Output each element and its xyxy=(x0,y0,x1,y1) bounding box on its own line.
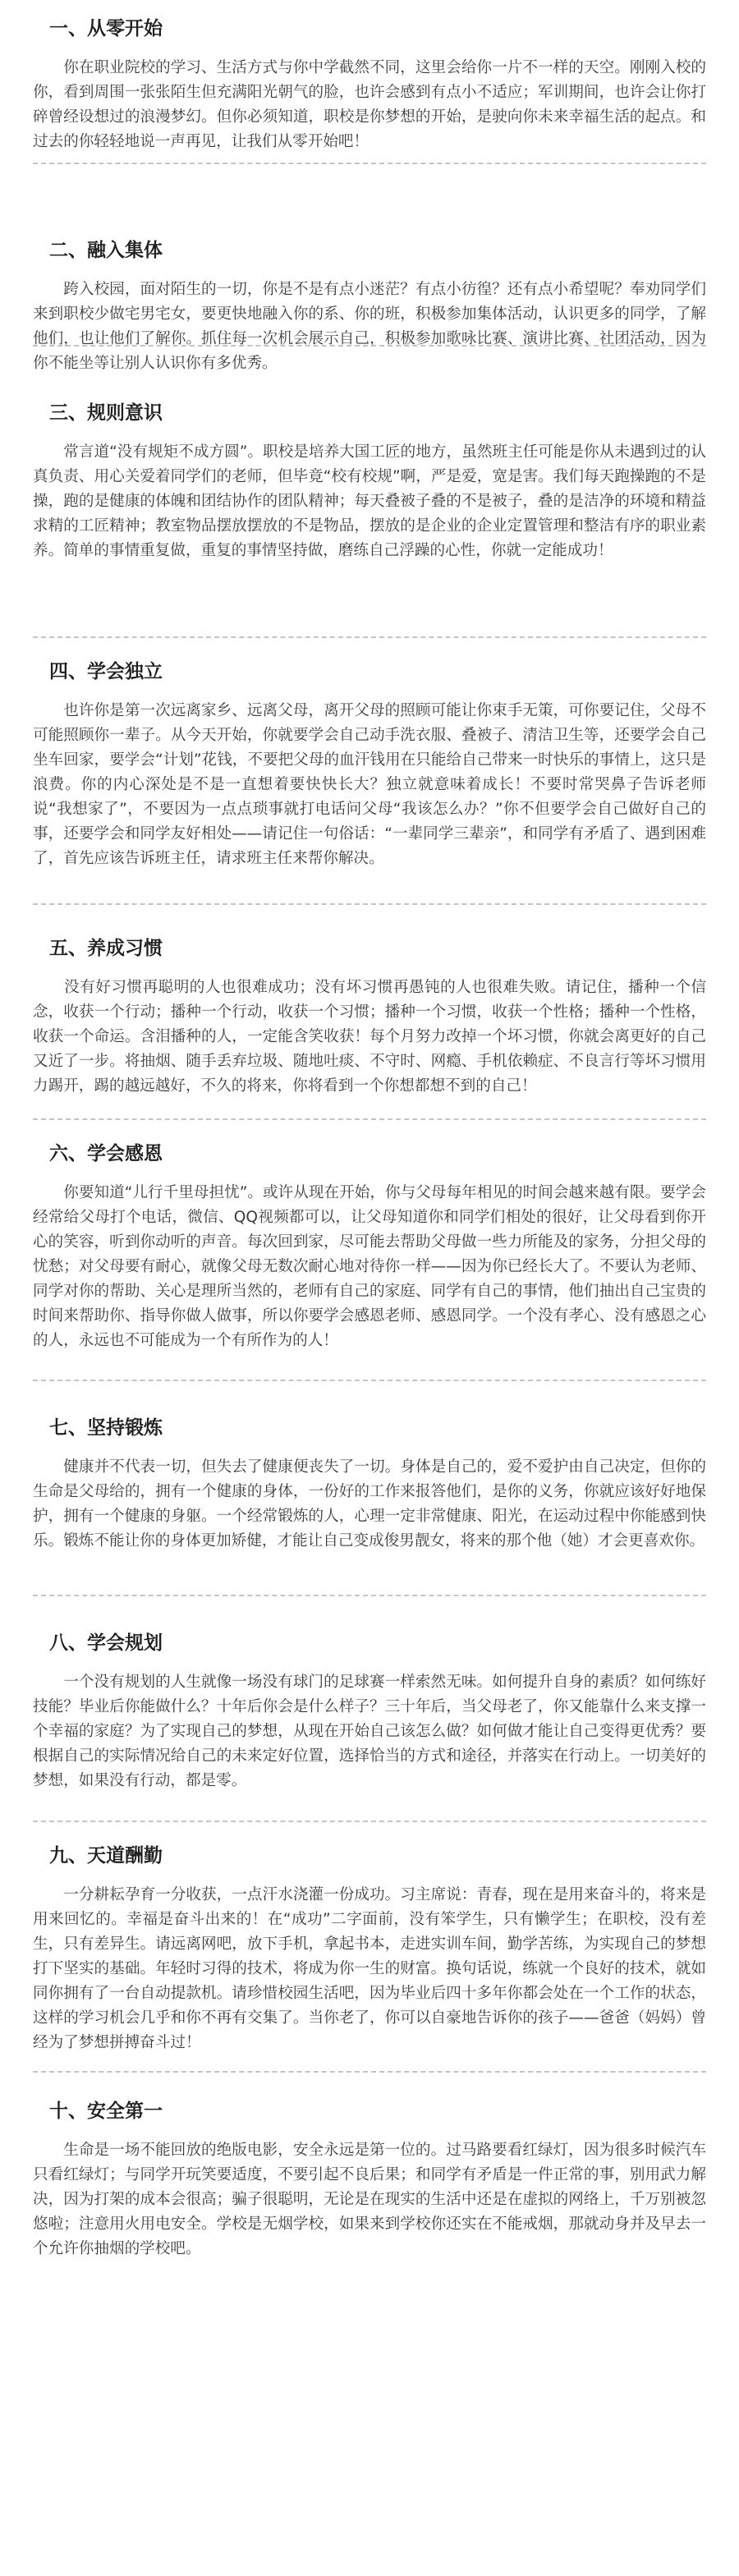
section-paragraph: 生命是一场不能回放的绝版电影，安全永远是第一位的。过马路要看红绿灯，因为很多时候汽车只看红绿灯；与同学开玩笑要适度，不要引起不良后果；和同学有矛盾是一件正常的事，别用武力解决，因为打架的成本会很高；骗子很聪明，无论是在现实的生活中还是在虚拟的网络上，千万别被忽悠啦；注意用火用电安全。学校是无烟学校，如果来到学校你还实在不能戒烟，那就动身并及早去一个允许你抽烟的学校吧。 xyxy=(33,2142,706,2257)
section-4 xyxy=(33,636,706,903)
section-paragraph: 常言道“没有规矩不成方圆”。职校是培养大国工匠的地方，虽然班主任可能是你从未遇到过的认真负责、用心关爱着同学们的老师，但毕竟“校有校规”啊，严是爱，宽是害。我们每天跑操跑的不是操，跑的是健康的体魄和团结协作的团队精神；每天叠被子叠的不是被子，叠的是洁净的环境和精益求精的工匠精神；教室物品摆放摆放的不是物品，摆放的是企业的企业定置管理和整洁有序的职业素养。简单的事情重复做，重复的事情坚持做，磨练自己浮躁的心性，你就一定能成功！ xyxy=(33,443,706,559)
section-7 xyxy=(33,1380,706,1595)
section-5-heading-row xyxy=(33,936,706,976)
section-8-heading-row xyxy=(33,1631,706,1670)
dashed-divider xyxy=(33,345,706,347)
section-10-heading-row xyxy=(33,2099,706,2138)
dashed-divider xyxy=(33,1595,706,1596)
section-2-heading-row xyxy=(33,238,706,278)
section-paragraph: 也许你是第一次远离家乡、远离父母，离开父母的照顾可能让你束手无策，可你要记住，父母不可能照顾你一辈子。从今天开始，你就要学会自己动手洗衣服、叠被子、清洁卫生等，还要学会自己坐车回家，要学会“计划”花钱，不要把父母的血汗钱用在只能给自己带来一时快乐的事情上，这只是浪费。你的内心深处是不是一直想着要快快长大？独立就意味着成长！不要时常哭鼻子告诉老师说“我想家了”，不要因为一点点琐事就打电话问父母“我该怎么办？”你不但要学会自己做好自己的事，还要学会和同学友好相处——请记住一句俗话：“一辈同学三辈亲”，和同学有矛盾了、遇到困难了，首先应该告诉班主任，请求班主任来帮你解决。 xyxy=(33,702,706,867)
section-3 xyxy=(33,345,706,636)
dashed-divider xyxy=(33,903,706,905)
section-10 xyxy=(33,2071,706,2257)
section-paragraph: 一分耕耘孕育一分收获，一点汗水浇灌一份成功。习主席说：青春，现在是用来奋斗的，将来是用来回忆的。幸福是奋斗出来的！在“成功”二字面前，没有笨学生，只有懒学生；在职校，没有差生，只有差异生。请远离网吧，放下手机，拿起书本，走进实训车间，勤学苦练，为实现自己的梦想打下坚实的基础。年轻时习得的技术，将成为你一生的财富。换句话说，练就一个良好的技术，就如同你拥有了一台自动提款机。请珍惜校园生活吧，因为毕业后四十多年你都会处在一个工作的状态，这样的学习机会几乎和你不再有交集了。当你老了，你可以自豪地告诉你的孩子——爸爸（妈妈）曾经为了梦想拼搏奋斗过！ xyxy=(33,1886,706,2051)
section-2 xyxy=(33,131,706,372)
section-paragraph: 你要知道“儿行千里母担忧”。或许从现在开始，你与父母每年相见的时间会越来越有限。要学会经常给父母打个电话，微信、QQ视频都可以，让父母知道你和同学们相处的很好，让父母看到你开心的笑容，听到你动听的声音。每次回到家，尽可能去帮助父母做一些力所能及的家务，分担父母的忧愁；对父母要有耐心，就像父母无数次耐心地对待你一样——因为你已经长大了。不要认为老师、同学对你的帮助、关心是理所当然的，老师有自己的家庭、同学有自己的事情，他们抽出自己宝贵的时间来帮助你、指导你做人做事，所以你要学会感恩老师、感恩同学。一个没有孝心、没有感恩之心的人，永远也不可能成为一个有所作为的人！ xyxy=(33,1184,706,1349)
section-9 xyxy=(33,1821,706,2071)
section-paragraph: 没有好习惯再聪明的人也很难成功；没有坏习惯再愚钝的人也很难失败。请记住，播种一个信念，收获一个行动；播种一个行动，收获一个习惯；播种一个习惯，收获一个性格；播种一个性格，收获一个命运。含泪播种的人，一定能含笑收获！每个月努力改掉一个坏习惯，你就会离更好的自己又近了一步。将抽烟、随手丢弃垃圾、随地吐痰、不守时、网瘾、手机依赖症、不良言行等坏习惯用力踢开，踢的越远越好，不久的将来，你将看到一个你想都想不到的自己！ xyxy=(33,979,706,1095)
section-heading: 六、学会感恩 xyxy=(49,1143,163,1164)
dashed-divider xyxy=(33,163,706,164)
section-heading: 八、学会规划 xyxy=(49,1632,163,1654)
section-3-heading-row xyxy=(33,401,706,440)
dashed-divider xyxy=(33,1821,706,1822)
section-5 xyxy=(33,903,706,1118)
dashed-divider xyxy=(33,1380,706,1381)
section-heading: 十、安全第一 xyxy=(49,2101,163,2122)
section-4-heading-row xyxy=(33,659,706,699)
section-7-heading-row xyxy=(33,1416,706,1455)
section-8 xyxy=(33,1595,706,1821)
section-1-heading-row xyxy=(33,16,706,56)
section-heading: 四、学会独立 xyxy=(49,661,163,682)
section-paragraph: 健康并不代表一切，但失去了健康便丧失了一切。身体是自己的，爱不爱护由自己决定，但你的生命是父母给的，拥有一个健康的身体，一份好的工作来报答他们，是你的义务，你就应该好好地保护，拥有一个健康的身躯。一个经常锻炼的人，心理一定非常健康、阳光，在运动过程中你能感到快乐。锻炼不能让你的身体更加矫健，才能让自己变成俊男靓女，将来的那个他（她）才会更喜欢你。 xyxy=(33,1458,706,1550)
section-paragraph: 跨入校园，面对陌生的一切，你是不是有点小迷茫？有点小彷徨？还有点小希望呢？奉劝同学们来到职校少做宅男宅女，要更快地融入你的系、你的班，积极参加集体活动，认识更多的同学，了解他们，也让他们了解你。抓住每一次机会展示自己，积极参加歌咏比赛、演讲比赛、社团活动，因为你不能坐等让别人认识你有多优秀。 xyxy=(33,281,706,372)
section-6-heading-row xyxy=(33,1141,706,1181)
section-heading: 三、规则意识 xyxy=(49,402,163,424)
section-paragraph: 你在职业院校的学习、生活方式与你中学截然不同，这里会给你一片不一样的天空。刚刚入校的你，看到周围一张张陌生但充满阳光朝气的脸，也许会感到有点小不适应；军训期间，也许会让你打碎曾经设想过的浪漫梦幻。但你必须知道，职校是你梦想的开始，是驶向你未来幸福生活的起点。和过去的你轻轻地说一声再见，让我们从零开始吧！ xyxy=(33,59,706,150)
dashed-divider xyxy=(33,636,706,638)
section-paragraph: 一个没有规划的人生就像一场没有球门的足球赛一样索然无味。如何提升自身的素质？如何练好技能？毕业后你能做什么？十年后你会是什么样子？三十年后，当父母老了，你又能靠什么来支撑一个幸福的家庭？为了实现自己的梦想，从现在开始自己该怎么做？如何做才能让自己变得更优秀？要根据自己的实际情况给自己的未来定好位置，选择恰当的方式和途径，并落实在行动上。一切美好的梦想，如果没有行动，都是零。 xyxy=(33,1674,706,1789)
section-9-heading-row xyxy=(33,1844,706,1883)
dashed-divider xyxy=(33,1118,706,1120)
dashed-divider xyxy=(33,2071,706,2073)
section-heading: 二、融入集体 xyxy=(49,240,163,261)
section-heading: 五、养成习惯 xyxy=(49,938,163,959)
section-heading: 七、坚持锻炼 xyxy=(49,1417,163,1439)
section-heading: 九、天道酬勤 xyxy=(49,1845,163,1867)
section-1 xyxy=(33,0,706,150)
section-6 xyxy=(33,1118,706,1380)
section-heading: 一、从零开始 xyxy=(49,18,163,39)
